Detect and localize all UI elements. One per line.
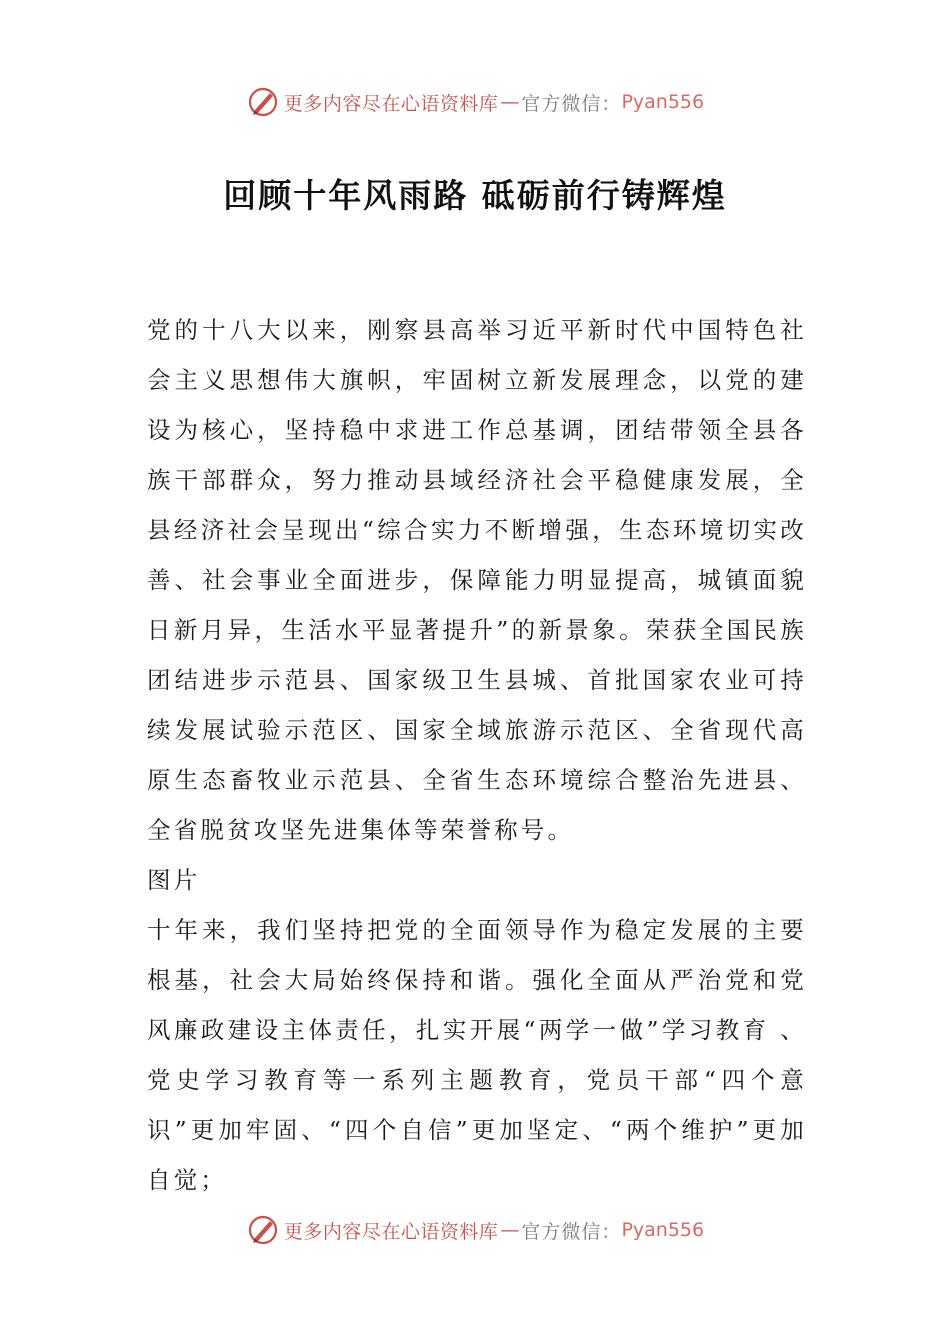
image-placeholder-label: 图片	[147, 866, 201, 894]
watermark-wechat-label: 官方微信：	[521, 92, 622, 115]
pen-logo-icon	[246, 85, 280, 119]
document-body	[147, 305, 807, 1205]
watermark-dash: —	[500, 91, 520, 113]
watermark-wechat-id: Pyan556	[621, 91, 705, 113]
footer-watermark	[0, 1210, 950, 1250]
body-paragraph-2: 十年来，我们坚持把党的全面领导作为稳定发展的主要根基，社会大局始终保持和谐。强化全面从严治党和党风廉政建设主体责任，扎实开展“两学一做”学习教育 、党史学习教育等一系列主题教育，党员干部“四个意识”更加牢固、“四个自信”更加坚定、“两个维护”更加自觉；	[147, 916, 807, 1194]
body-paragraph-1: 党的十八大以来，刚察县高举习近平新时代中国特色社会主义思想伟大旗帜，牢固树立新发展理念，以党的建设为核心，坚持稳中求进工作总基调，团结带领全县各族干部群众，努力推动县域经济社会平稳健康发展，全县经济社会呈现出“综合实力不断增强，生态环境切实改善、社会事业全面进步，保障能力明显提高，城镇面貌日新月异，生活水平显著提升”的新景象。荣获全国民族团结进步示范县、国家级卫生县城、首批国家农业可持续发展试验示范区、国家全域旅游示范区、全省现代高原生态畜牧业示范县、全省生态环境综合整治先进县、全省脱贫攻坚先进集体等荣誉称号。	[147, 316, 807, 844]
watermark-wechat-label: 官方微信：	[521, 1220, 622, 1243]
watermark-dash: —	[500, 1219, 520, 1241]
header-watermark	[0, 82, 950, 122]
watermark-site-text: 更多内容尽在心语资料库	[283, 92, 499, 115]
document-title: 回顾十年风雨路 砥砺前行铸辉煌	[223, 176, 727, 215]
watermark-site-text: 更多内容尽在心语资料库	[283, 1220, 499, 1243]
watermark-wechat-id: Pyan556	[621, 1219, 705, 1241]
pen-logo-icon	[246, 1213, 280, 1247]
